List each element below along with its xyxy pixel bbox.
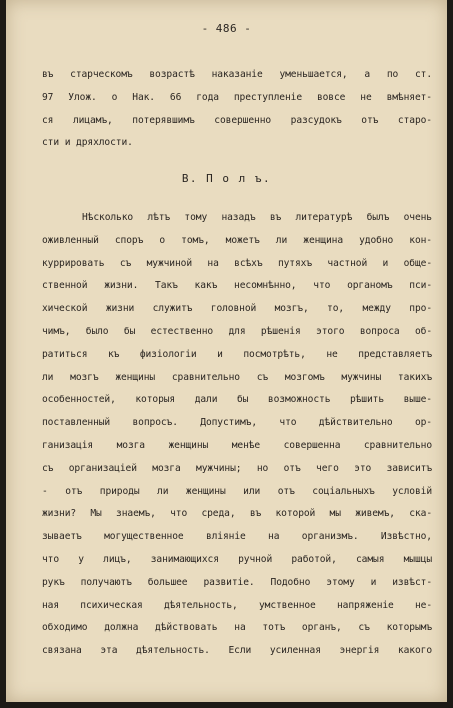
text-line: ная психическая дѣятельность, умственное напряженіе не-	[42, 599, 432, 611]
text-line: рукъ получаютъ большее развитіе. Подобно этому и извѣст-	[42, 576, 432, 588]
text-line: особенностей, которыя дали бы возможность рѣшить выше-	[42, 394, 432, 406]
text-line: ственной жизни. Такъ какъ несомнѣнно, что органомъ пси-	[42, 280, 432, 292]
text-line: поставленный вопросъ. Допустимъ, что дѣйствительно ор-	[42, 417, 432, 429]
section-heading: В. П о л ъ.	[181, 172, 272, 185]
text-line: куррировать съ мужчиной на всѣхъ путяхъ частной и обще-	[42, 257, 432, 269]
text-line: ратиться къ физіологіи и посмотрѣть, не представляетъ	[42, 348, 432, 360]
text-line: оживленный споръ о томъ, можетъ ли женщина удобно кон-	[42, 234, 432, 246]
text-line: ганизація мозга женщины менѣе совершенна сравнительно	[42, 439, 432, 451]
text-line: жизни? Мы знаемъ, что среда, въ которой мы живемъ, ска-	[42, 508, 432, 520]
text-line: связана эта дѣятельность. Если усиленная энергія какого	[42, 645, 432, 657]
text-line: Нѣсколько лѣтъ тому назадъ въ литературѣ былъ очень	[82, 212, 432, 223]
page-number: - 486 -	[201, 22, 252, 35]
text-line: ся лицамъ, потерявшимъ совершенно разсудокъ отъ старо-	[42, 114, 432, 126]
text-line: 97 Улож. о Нак. 66 года преступленіе вовсе не вмѣняет-	[42, 91, 432, 103]
text-line: сти и дряхлости.	[42, 137, 133, 149]
text-line: что у лицъ, занимающихся ручной работой, самыя мышцы	[42, 553, 432, 565]
text-line: обходимо должна дѣйствовать на тотъ органъ, съ которымъ	[42, 622, 432, 634]
continuation-paragraph	[42, 64, 432, 155]
document-page	[6, 0, 447, 702]
text-line: ли мозгъ женщины сравнительно съ мозгомъ мужчины такихъ	[42, 371, 432, 383]
body-paragraph	[42, 207, 432, 663]
text-line: съ организаціей мозга мужчины; но отъ чего это зависитъ	[42, 462, 432, 474]
text-line: - отъ природы ли женщины или отъ соціальныхъ условій	[42, 485, 432, 497]
text-line: въ старческомъ возрастѣ наказаніе уменьшается, а по ст.	[42, 69, 432, 80]
text-line: зываетъ могущественное вліяніе на организмъ. Извѣстно,	[42, 531, 432, 543]
text-line: хической жизни служитъ головной мозгъ, то, между про-	[42, 303, 432, 315]
text-line: чимъ, было бы естественно для рѣшенія этого вопроса об-	[42, 325, 432, 337]
